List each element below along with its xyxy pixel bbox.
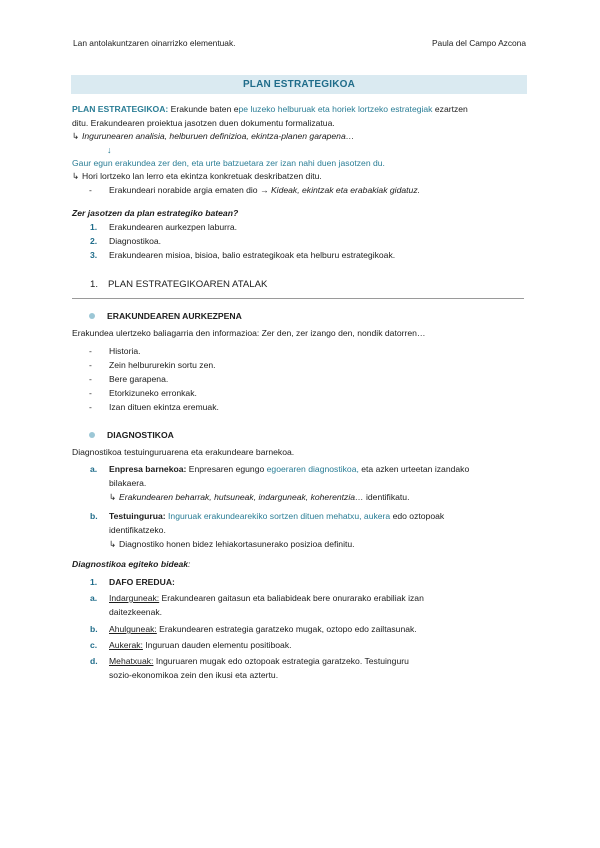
dafo-desc: Inguruaren mugak edo oztopoak estrategia garatzeko. Testuinguru	[153, 656, 409, 666]
dafo-item	[72, 592, 528, 606]
list-letter: d.	[90, 656, 98, 666]
hook-arrow-icon: ↳	[72, 171, 80, 181]
item-highlight: Inguruak erakundearekiko sortzen dituen mehatxu, aukera	[165, 511, 391, 521]
list-item	[72, 235, 528, 249]
item-text: Enpresaren egungo	[186, 464, 267, 474]
dafo-term: Aukerak:	[109, 640, 143, 650]
list-letter: c.	[90, 640, 98, 650]
dafo-item-line2: sozio-ekonomikoa zein den ikusi eta aztertu.	[109, 670, 279, 680]
hook-arrow-icon: ↳	[109, 492, 117, 502]
list-item-text: Zein helbururekin sortu zen.	[109, 360, 216, 370]
section-heading	[72, 278, 528, 292]
list-letter: a.	[90, 593, 98, 603]
aurkezpena-desc: Erakundea ulertzeko baliagarria den informazioa: Zer den, zer izango den, nondik datorren…	[72, 328, 426, 338]
dafo-item	[72, 639, 528, 653]
bullet-icon	[89, 313, 95, 319]
list-item: - Etorkizuneko erronkak.	[89, 388, 197, 398]
list-item	[72, 249, 528, 263]
dafo-item-line2: daitezkeenak.	[109, 607, 163, 617]
item-italic: Erakundearen beharrak, hutsuneak, indarguneak, koherentzia…	[119, 492, 364, 502]
intro-line-6-text: Erakundeari norabide argia ematen dio	[109, 185, 260, 195]
intro-highlight: pe luzeko helburuak eta horiek lortzeko estrategiak	[238, 104, 433, 114]
list-item: - Izan dituen ekintza eremuak.	[89, 402, 219, 412]
subsection-title: DIAGNOSTIKOA	[107, 430, 174, 440]
bideak-colon: :	[188, 559, 191, 569]
bideak-title: Diagnostikoa egiteko bideak	[72, 559, 189, 569]
list-item-text: Erakundearen misioa, bisioa, balio estrategikoak eta helburu estrategikoak.	[109, 250, 396, 260]
dafo-item	[72, 623, 528, 637]
bullet-icon	[89, 432, 95, 438]
intro-text-3: ezartzen	[432, 104, 468, 114]
diagnostikoa-item-a	[72, 463, 528, 477]
bideak-heading	[72, 558, 528, 572]
dafo-term: Indarguneak:	[109, 593, 160, 603]
dafo-heading	[72, 576, 528, 590]
intro-line-5-text: Hori lortzeko lan lerro eta ekintza konkretuak deskribatzen ditu.	[82, 171, 322, 181]
list-letter: a.	[90, 464, 98, 474]
page-title: PLAN ESTRATEGIKOA	[71, 75, 527, 94]
subsection-heading	[72, 310, 528, 324]
dash-marker: -	[89, 185, 92, 195]
dafo-term: Mehatxuak:	[109, 656, 154, 666]
list-item-text: Etorkizuneko erronkak.	[109, 388, 197, 398]
dafo-desc: Erakundearen gaitasun eta baliabideak bere onurarako erabiliak izan	[159, 593, 424, 603]
section-divider	[72, 298, 524, 299]
question-heading: Zer jasotzen da plan estrategiko batean?	[72, 208, 239, 218]
intro-text-1: Erakunde baten e	[168, 104, 239, 114]
list-item-text: Bere garapena.	[109, 374, 169, 384]
item-highlight: egoeraren diagnostikoa,	[266, 464, 359, 474]
dafo-desc: Inguruan dauden elementu positiboak.	[142, 640, 292, 650]
intro-line-3-text: Ingurunearen analisia, helburuen definizioa, ekintza-planen garapena…	[82, 131, 355, 141]
item-text: Diagnostiko honen bidez lehiakortasunerako posizioa definitu.	[119, 539, 355, 549]
section-number: 1.	[90, 279, 99, 290]
diagnostikoa-item-b	[72, 510, 528, 524]
list-item: - Historia.	[89, 346, 141, 356]
subsection-title: ERAKUNDEAREN AURKEZPENA	[107, 311, 242, 321]
list-item: - Bere garapena.	[89, 374, 169, 384]
intro-label: PLAN ESTRATEGIKOA:	[72, 104, 169, 114]
item-text: identifikatu.	[363, 492, 410, 502]
item-label: Testuingurua:	[109, 511, 166, 521]
subsection-heading	[72, 429, 528, 443]
list-item	[72, 221, 528, 235]
hook-arrow-icon: ↳	[72, 131, 80, 141]
intro-paragraph	[72, 103, 528, 117]
dafo-desc: Erakundearen estrategia garatzeko mugak, oztopo edo zailtasunak.	[156, 624, 417, 634]
intro-line-2: ditu. Erakundearen proiektua jasotzen duen dokumentu formalizatua.	[72, 118, 335, 128]
list-item: - Zein helbururekin sortu zen.	[89, 360, 216, 370]
item-label: Enpresa barnekoa:	[109, 464, 187, 474]
list-number: 3.	[90, 250, 98, 260]
diagnostikoa-desc: Diagnostikoa testuinguruarena eta erakundeare barnekoa.	[72, 447, 295, 457]
list-number: 1.	[90, 222, 98, 232]
right-arrow-icon: →	[259, 185, 269, 195]
hook-arrow-icon: ↳	[109, 539, 117, 549]
diagnostikoa-item-a-line3	[72, 491, 528, 505]
list-item-text: Izan dituen ekintza eremuak.	[109, 402, 219, 412]
diagnostikoa-item-b-line2: identifikatzeko.	[109, 525, 166, 535]
intro-line-4: Gaur egun erakundea zer den, eta urte batzuetara zer izan nahi duen jasotzen du.	[72, 158, 385, 168]
diagnostikoa-item-a-line2: bilakaera.	[109, 478, 147, 488]
dafo-term: Ahulguneak:	[109, 624, 157, 634]
intro-line-5	[72, 170, 528, 184]
list-item-text: Diagnostikoa.	[109, 236, 162, 246]
list-item-text: Erakundearen aurkezpen laburra.	[109, 222, 238, 232]
list-item-text: Historia.	[109, 346, 141, 356]
intro-line-6-italic: Kideak, ekintzak eta erabakiak gidatuz.	[268, 185, 420, 195]
header-course-title: Lan antolakuntzaren oinarrizko elementuak.	[73, 38, 236, 48]
section-title: PLAN ESTRATEGIKOAREN ATALAK	[108, 279, 268, 290]
item-text: eta azken urteetan izandako	[358, 464, 470, 474]
dafo-title: DAFO EREDUA:	[109, 577, 175, 587]
intro-line-6	[72, 184, 528, 198]
down-arrow-icon: ↓	[107, 145, 112, 155]
list-number: 2.	[90, 236, 98, 246]
list-letter: b.	[90, 511, 98, 521]
header-author: Paula del Campo Azcona	[431, 38, 526, 48]
dafo-item	[72, 655, 528, 669]
item-text: edo oztopoak	[390, 511, 445, 521]
intro-line-3	[72, 130, 528, 144]
list-letter: b.	[90, 624, 98, 634]
list-number: 1.	[90, 577, 98, 587]
diagnostikoa-item-b-line3	[72, 538, 528, 552]
